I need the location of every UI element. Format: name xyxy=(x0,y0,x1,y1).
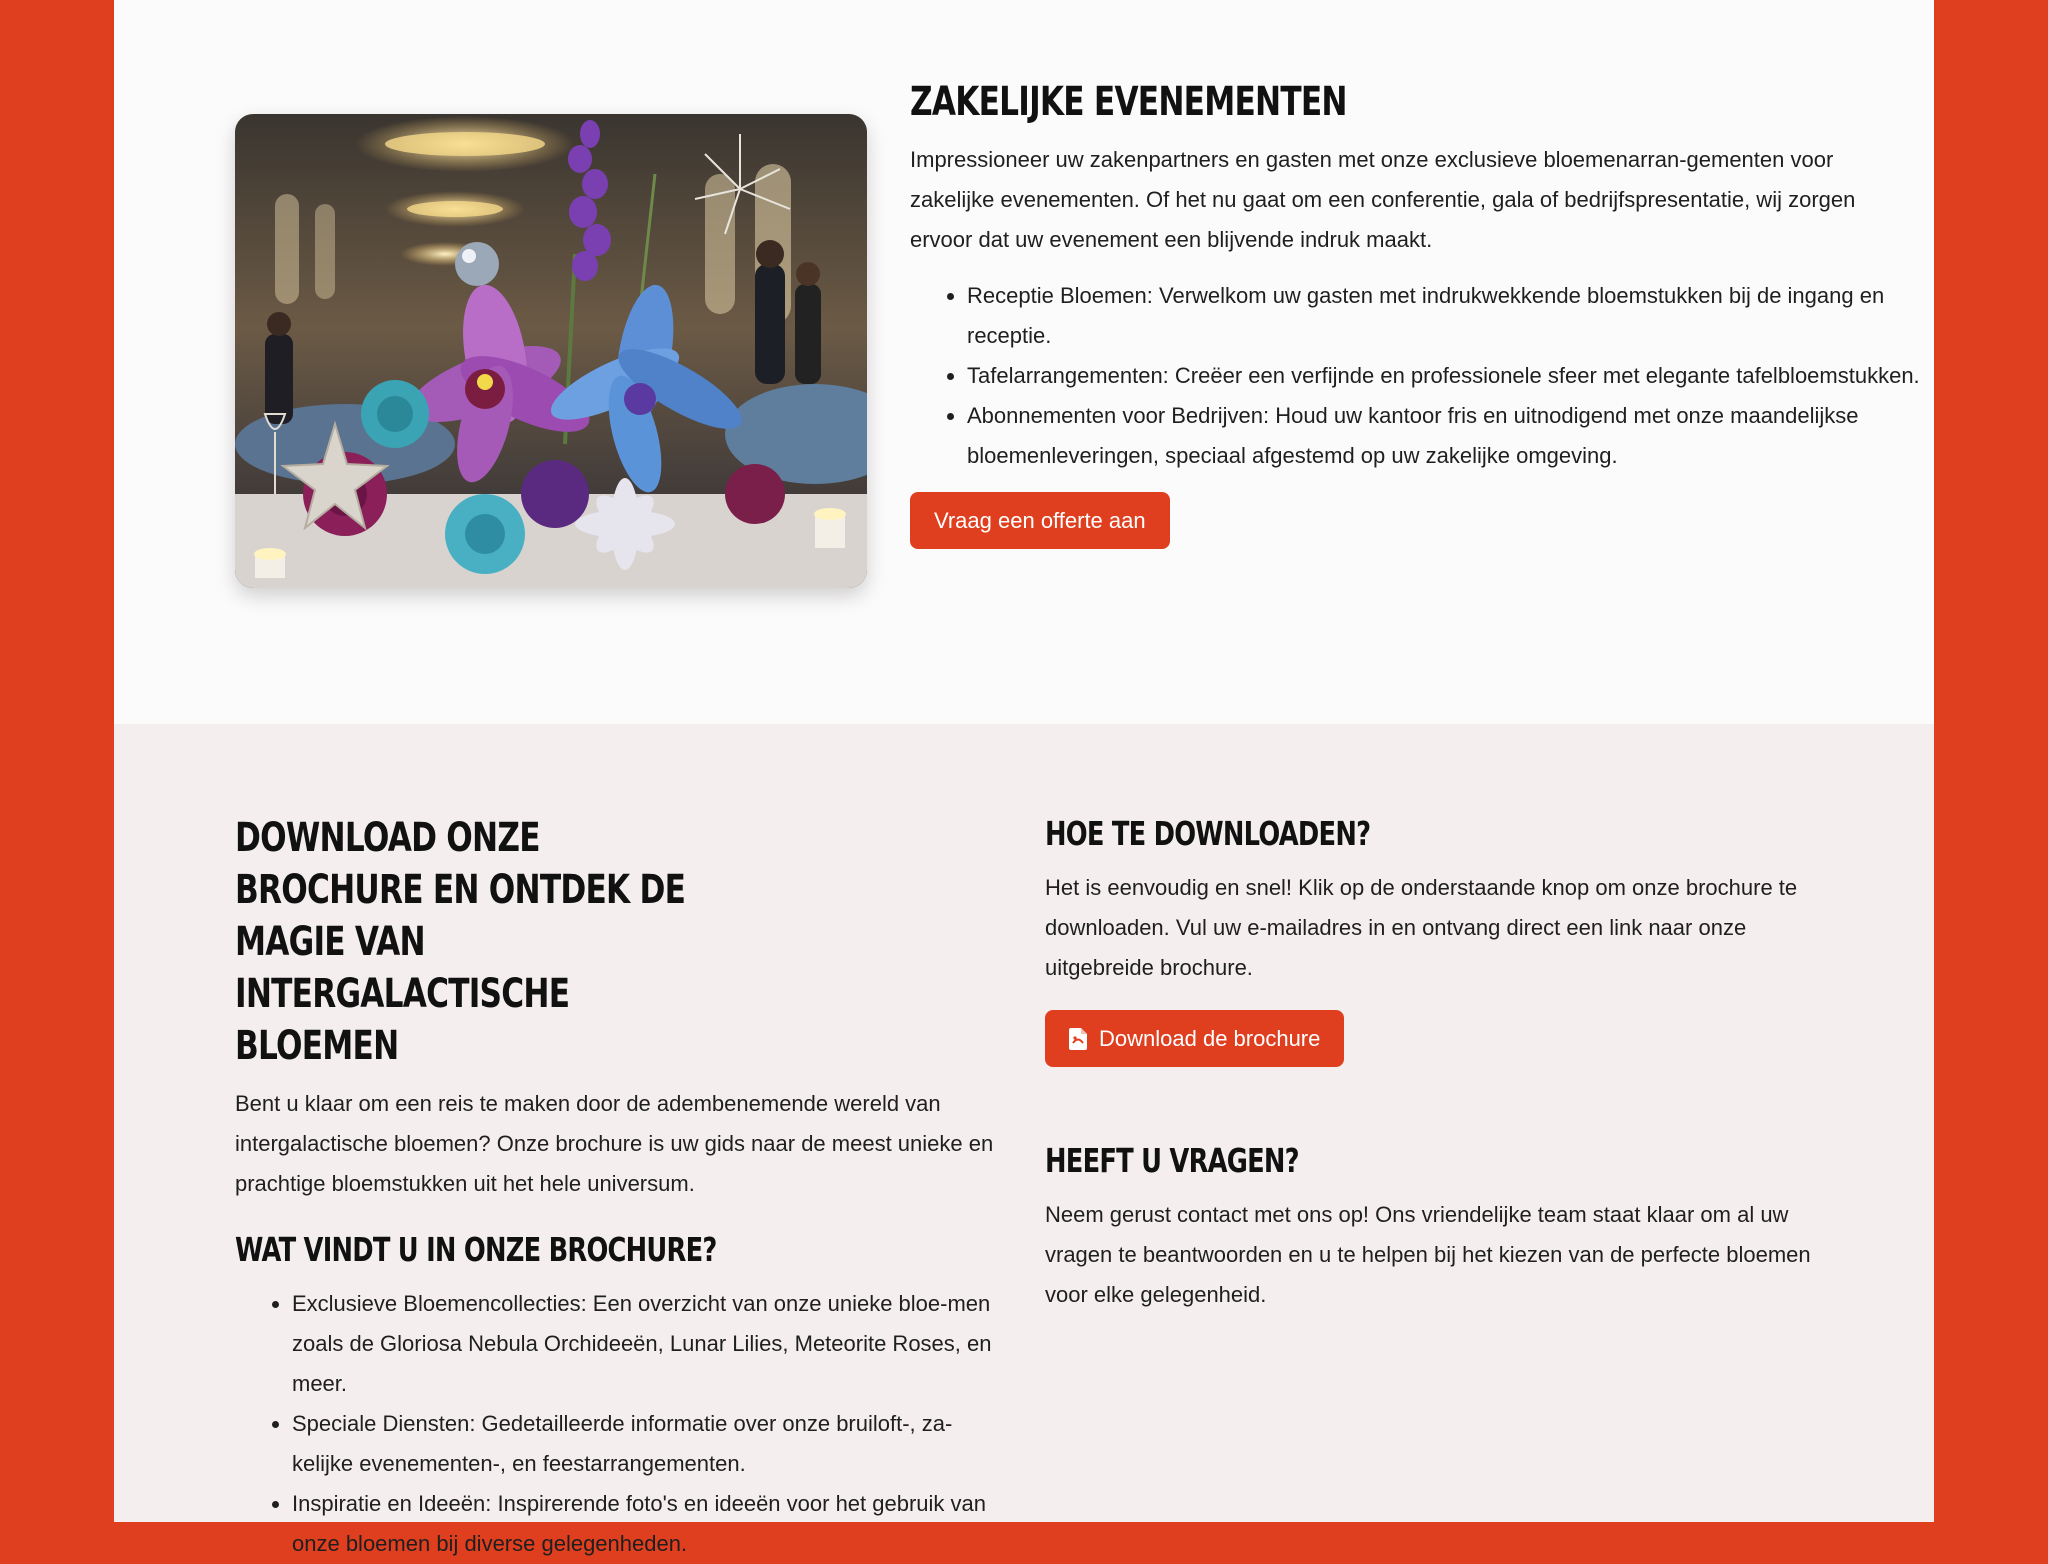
corporate-events-content xyxy=(910,76,1920,549)
list-item: • Abonnementen voor Bedrijven: Houd uw kantoor fris en uitnodigend met onze maandelijkse bloemenleveringen, speciaal afgestemd op uw zakelijke omgeving. xyxy=(967,396,1920,476)
list-item: • Speciale Diensten: Gedetailleerde informatie over onze bruiloft-, za-kelijke evenementen-, en feestarrangementen. xyxy=(292,1404,1005,1484)
request-quote-button[interactable]: Vraag een offerte aan xyxy=(910,492,1170,549)
page-container xyxy=(114,0,1934,1556)
file-pdf-icon xyxy=(1069,1028,1087,1050)
corporate-events-section xyxy=(114,0,1934,724)
corporate-events-title: ZAKELIJKE EVENEMENTEN xyxy=(910,79,1347,125)
corporate-services-list xyxy=(910,276,1920,476)
questions-title: HEEFT U VRAGEN? xyxy=(1045,1141,1299,1180)
list-item: • Receptie Bloemen: Verwelkom uw gasten met indrukwekkende bloemstukken bij de ingang en receptie. xyxy=(967,276,1920,356)
brochure-contents-title: WAT VINDT U IN ONZE BROCHURE? xyxy=(235,1230,717,1269)
corporate-events-intro: Impressioneer uw zakenpartners en gasten met onze exclusieve bloemenarran-gementen voor zakelijke evenementen. Of het nu gaat om een conferentie, gala of bedrijfspresentatie, wij zorgen ervoor dat uw evenement een blijvende indruk maakt. xyxy=(910,147,1856,252)
download-brochure-label: Download de brochure xyxy=(1099,1025,1321,1051)
brochure-info-column xyxy=(235,812,1005,1564)
questions-text: Neem gerust contact met ons op! Ons vriendelijke team staat klaar om al uw vragen te beantwoorden en u te helpen bij het kiezen van de perfecte bloemen voor elke gelegenheid. xyxy=(1045,1202,1811,1307)
list-item: • Tafelarrangementen: Creëer een verfijnde en professionele sfeer met elegante tafelbloemstukken. xyxy=(967,356,1920,396)
download-instructions: Het is eenvoudig en snel! Klik op de onderstaande knop om onze brochure te downloaden. Vul uw e-mailadres in en ontvang direct een link naar onze uitgebreide brochure. xyxy=(1045,875,1798,980)
download-brochure-button[interactable] xyxy=(1045,1010,1344,1067)
brochure-intro: Bent u klaar om een reis te maken door de adembenemende wereld van intergalactische bloemen? Onze brochure is uw gids naar de meest unieke en prachtige bloemstukken uit het hele universum. xyxy=(235,1091,994,1196)
download-title: HOE TE DOWNLOADEN? xyxy=(1045,814,1371,853)
list-item: • Inspiratie en Ideeën: Inspirerende foto's en ideeën voor het gebruik van onze bloemen bij diverse gelegenheden. xyxy=(292,1484,1005,1564)
corporate-event-flowers-image xyxy=(235,114,867,588)
list-item: • Exclusieve Bloemencollecties: Een overzicht van onze unieke bloe-men zoals de Gloriosa Nebula Orchideeën, Lunar Lilies, Meteorite Roses, en meer. xyxy=(292,1284,1005,1404)
brochure-title: DOWNLOAD ONZE BROCHURE EN ONTDEK DE MAGIE VAN INTERGALACTISCHE BLOEMEN xyxy=(235,815,686,1069)
brochure-contents-list xyxy=(235,1284,1005,1564)
brochure-download-column xyxy=(1045,812,1835,1315)
